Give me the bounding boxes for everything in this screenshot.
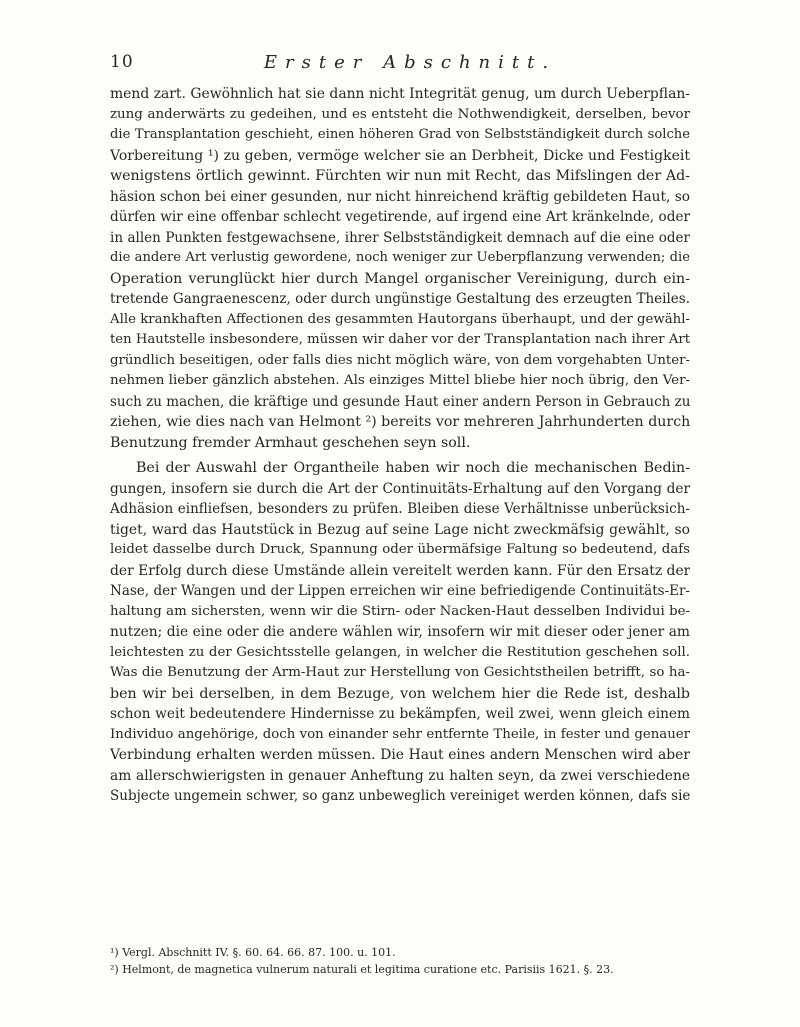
text-line: Bei der Auswahl der Organtheile haben wir noch die mechanischen Bedin-	[136, 460, 690, 476]
footnote-1: ¹) Vergl. Abschnitt IV. §. 60. 64. 66. 87. 100. u. 101.	[110, 946, 396, 959]
text-line: schon weit bedeutendere Hindernisse zu bekämpfen, weil zwei, wenn gleich einem	[110, 706, 690, 722]
text-line: Nase, der Wangen und der Lippen erreichen wir eine befriedigende Continuitäts-Er-	[110, 583, 690, 599]
running-head	[110, 52, 690, 76]
text-line: leidet dasselbe durch Druck, Spannung oder übermäfsige Faltung so bedeutend, dafs	[110, 542, 690, 557]
text-line: gungen, insofern sie durch die Art der Continuitäts-Erhaltung auf den Vorgang der	[110, 480, 690, 497]
text-line: ziehen, wie dies nach van Helmont ²) bereits vor mehreren Jahrhunderten durch	[110, 414, 690, 430]
text-line: such zu machen, die kräftige und gesunde Haut einer andern Person in Gebrauch zu	[110, 393, 690, 410]
text-line: tiget, ward das Hautstück in Bezug auf seine Lage nicht zweckmäfsig gewählt, so	[110, 521, 690, 538]
text-line: tretende Gangraenescenz, oder durch ungünstige Gestaltung des erzeugten Theiles.	[110, 291, 690, 307]
text-line: Alle krankhaften Affectionen des gesammten Hautorgans überhaupt, und der gewähl-	[110, 311, 690, 327]
text-line: leichtesten zu der Gesichtsstelle gelangen, in welcher die Restitution geschehen soll.	[110, 644, 690, 660]
text-line: ten Hautstelle insbesondere, müssen wir daher vor der Transplantation nach ihrer Art	[110, 332, 690, 347]
page-number: 10	[110, 52, 134, 72]
text-line: Verbindung erhalten werden müssen. Die Haut eines andern Menschen wird aber	[110, 747, 690, 763]
text-line: die andere Art verlustig gewordene, noch weniger zur Ueberpflanzung verwenden; die	[110, 250, 690, 265]
text-line: dürfen wir eine offenbar schlecht vegetirende, auf irgend eine Art kränkelnde, oder	[110, 209, 690, 225]
footnotes	[110, 944, 690, 978]
text-line: Operation verunglückt hier durch Mangel organischer Vereinigung, durch ein-	[110, 270, 690, 287]
text-line: zung anderwärts zu gedeihen, und es entsteht die Nothwendigkeit, derselben, bevor	[110, 106, 690, 122]
text-line: Benutzung fremder Armhaut geschehen seyn soll.	[110, 434, 471, 451]
text-line: Adhäsion einfliefsen, besonders zu prüfen. Bleiben diese Verhältnisse unberücksich-	[110, 501, 690, 517]
text-line: gründlich beseitigen, oder falls dies nicht möglich wäre, von dem vorgehabten Unter-	[110, 352, 690, 368]
text-line: die Transplantation geschieht, einen höheren Grad von Selbstständigkeit durch solche	[110, 127, 690, 142]
paragraph-1	[110, 84, 690, 453]
footnote-2: ²) Helmont, de magnetica vulnerum naturali et legitima curatione etc. Parisiis 1621. §. 23.	[110, 963, 614, 976]
text-line: wenigstens örtlich gewinnt. Fürchten wir nun mit Recht, das Mifslingen der Ad-	[110, 168, 690, 184]
text-line: Vorbereitung ¹) zu geben, vermöge welcher sie an Derbheit, Dicke und Festigkeit	[110, 147, 690, 164]
text-line: Individuo angehörige, doch von einander sehr entfernte Theile, in fester und genauer	[110, 726, 690, 742]
text-line: häsion schon bei einer gesunden, nur nicht hinreichend kräftig gebildeten Haut, so	[110, 188, 690, 205]
text-line: am allerschwierigsten in genauer Anheftung zu halten seyn, da zwei verschiedene	[110, 767, 690, 784]
paragraph-2	[110, 458, 690, 807]
text-line: der Erfolg durch diese Umstände allein vereitelt werden kann. Für den Ersatz der	[110, 562, 690, 579]
running-title: Erster Abschnitt.	[263, 52, 557, 73]
text-line: nutzen; die eine oder die andere wählen wir, insofern wir mit dieser oder jener am	[110, 624, 690, 640]
text-line: nehmen lieber gänzlich abstehen. Als einziges Mittel bliebe hier noch übrig, den Ver-	[110, 373, 690, 388]
text-line: in allen Punkten festgewachsene, ihrer Selbstständigkeit demnach auf die eine oder	[110, 229, 690, 246]
text-line: ben wir bei derselben, in dem Bezuge, von welchem hier die Rede ist, deshalb	[110, 685, 690, 702]
text-line: haltung am sichersten, wenn wir die Stirn- oder Nacken-Haut desselben Individui be-	[110, 603, 690, 619]
text-line: mend zart. Gewöhnlich hat sie dann nicht Integrität genug, um durch Ueberpflan-	[110, 86, 690, 102]
text-line: Subjecte ungemein schwer, so ganz unbeweglich vereiniget werden können, dafs sie	[110, 788, 690, 804]
body-text	[110, 84, 690, 807]
text-line: Was die Benutzung der Arm-Haut zur Herstellung von Gesichtstheilen betrifft, so ha-	[110, 665, 690, 680]
